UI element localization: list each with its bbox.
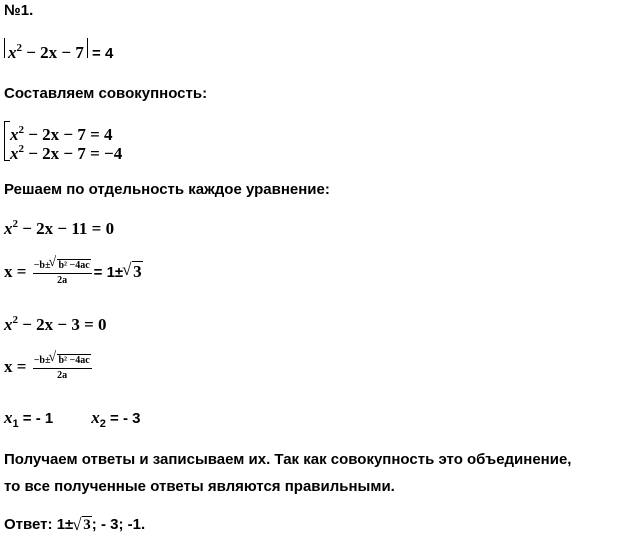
formula-fraction-2: $\frac{\text{−b±√ b² −4ac}}{2a}$ (33, 354, 92, 382)
conclusion-line-1: Получаем ответы и записываем их. Так как совокупность это объединение, (4, 451, 572, 468)
main-equation: $x^2 - 2x - 7 = 4$ (4, 38, 113, 62)
heading-solve: Решаем по отдельность каждое уравнение: (4, 181, 330, 198)
heading-system: Составляем совокупность: (4, 85, 208, 102)
quadratic-formula-1: x = $\frac{\text{−b±√ b² −4ac}}{2a}$ = 1±√ 3 (4, 259, 143, 287)
roots: $x_1$ = - 1 $x_2$ = - 3 (4, 408, 141, 430)
sqrt-3: √ 3 (123, 262, 143, 282)
system-row-2: $x^2 - 2x - 7 = -4$ (10, 143, 123, 163)
system-bracket (4, 121, 10, 161)
absolute-value: $x^2 - 2x - 7$ (4, 38, 88, 58)
equation-1: $x^2 - 2x - 11 = 0$ (4, 218, 115, 238)
system-row-1: $x^2 - 2x - 7 = 4$ (10, 124, 113, 144)
equation-2: $x^2 - 2x - 3 = 0$ (4, 314, 107, 334)
quadratic-formula-2: x = $\frac{\text{−b±√ b² −4ac}}{2a}$ (4, 354, 94, 382)
formula-fraction: $\frac{\text{−b±√ b² −4ac}}{2a}$ (33, 259, 92, 287)
answer: Ответ: 1±√ 3; - 3; -1. (4, 516, 145, 534)
conclusion-line-2: то все полученные ответы являются правильными. (4, 478, 395, 495)
problem-number: №1. (4, 2, 34, 19)
equation-system (4, 121, 123, 163)
